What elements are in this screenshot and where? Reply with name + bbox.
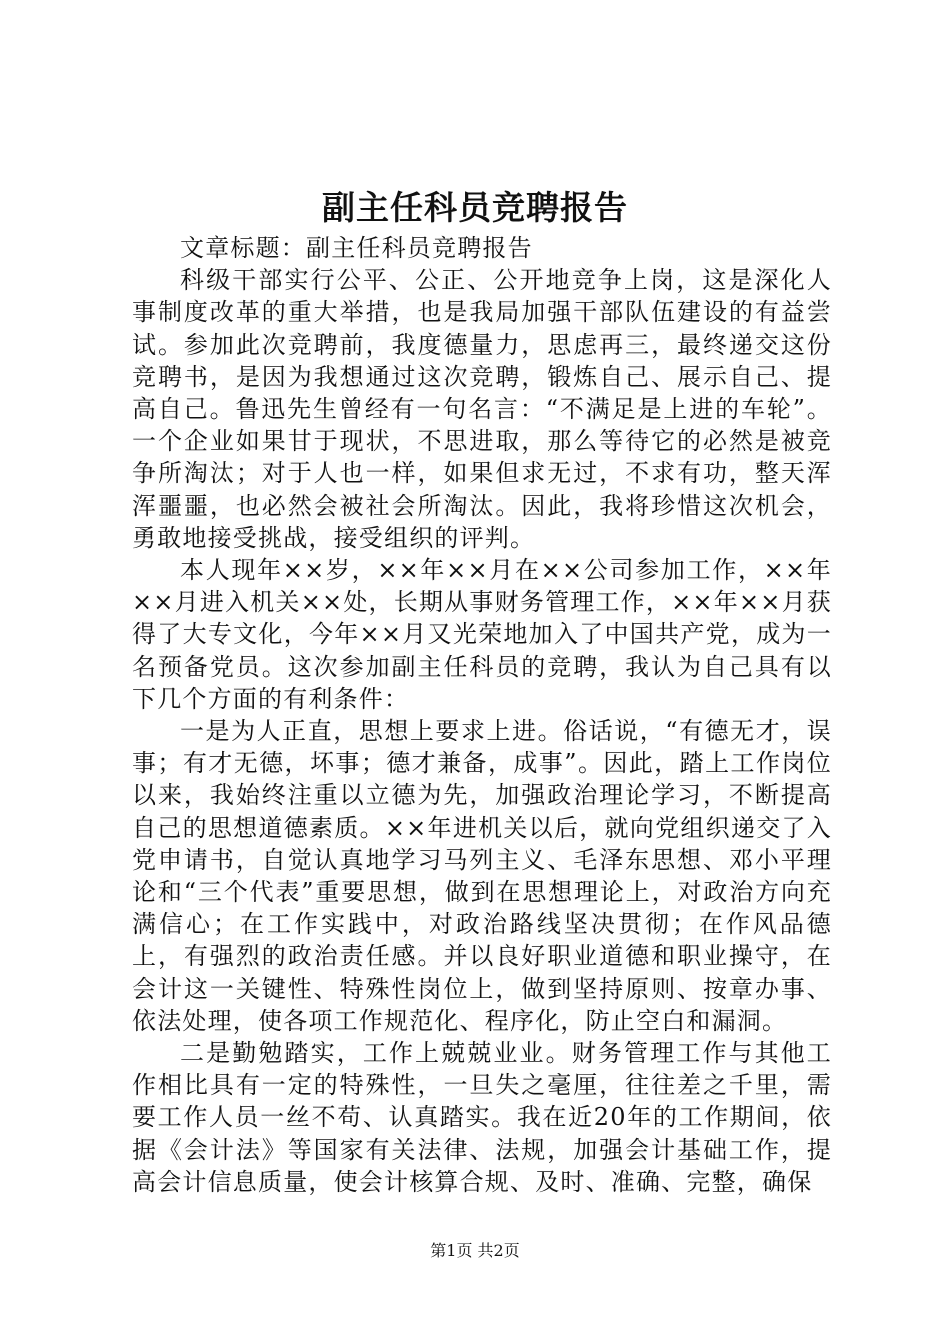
document-title: 副主任科员竞聘报告 [322, 188, 628, 227]
paragraph: 科级干部实行公平、公正、公开地竞争上岗，这是深化人事制度改革的重大举措，也是我局加强干部队伍建设的有益尝试。参加此次竞聘前，我度德量力，思虑再三，最终递交这份竞聘书，是因为我想通过这次竞聘，锻炼自己、展示自己、提高自己。鲁迅先生曾经有一句名言：“不满足是上进的车轮”。一个企业如果甘于现状，不思进取，那么等待它的必然是被竞争所淘汰；对于人也一样，如果但求无过，不求有功，整天浑浑噩噩，也必然会被社会所淘汰。因此，我将珍惜这次机会，勇敢地接受挑战，接受组织的评判。 [132, 266, 832, 552]
paragraph: 二是勤勉踏实，工作上兢兢业业。财务管理工作与其他工作相比具有一定的特殊性，一旦失之毫厘，往往差之千里，需要工作人员一丝不苟、认真踏实。我在近20年的工作期间，依据《会计法》等国家有关法律、法规，加强会计基础工作，提高会计信息质量，使会计核算合规、及时、准确、完整，确保 [132, 1039, 832, 1196]
page-number-footer: 第1页 共2页 [430, 1241, 520, 1260]
paragraph: 一是为人正直，思想上要求上进。俗话说，“有德无才，误事；有才无德，坏事；德才兼备，成事”。因此，踏上工作岗位以来，我始终注重以立德为先，加强政治理论学习，不断提高自己的思想道德素质。××年进机关以后，就向党组织递交了入党申请书，自觉认真地学习马列主义、毛泽东思想、邓小平理论和“三个代表”重要思想，做到在思想理论上，对政治方向充满信心；在工作实践中，对政治路线坚决贯彻；在作风品德上，有强烈的政治责任感。并以良好职业道德和职业操守，在会计这一关键性、特殊性岗位上，做到坚持原则、按章办事、依法处理，使各项工作规范化、程序化，防止空白和漏洞。 [132, 717, 832, 1035]
document-body [132, 232, 832, 1198]
article-title-line: 文章标题：副主任科员竞聘报告 [180, 234, 533, 262]
paragraph: 本人现年××岁，××年××月在××公司参加工作，××年××月进入机关××处，长期从事财务管理工作，××年××月获得了大专文化，今年××月又光荣地加入了中国共产党，成为一名预备党员。这次参加副主任科员的竞聘，我认为自己具有以下几个方面的有利条件： [132, 556, 832, 713]
